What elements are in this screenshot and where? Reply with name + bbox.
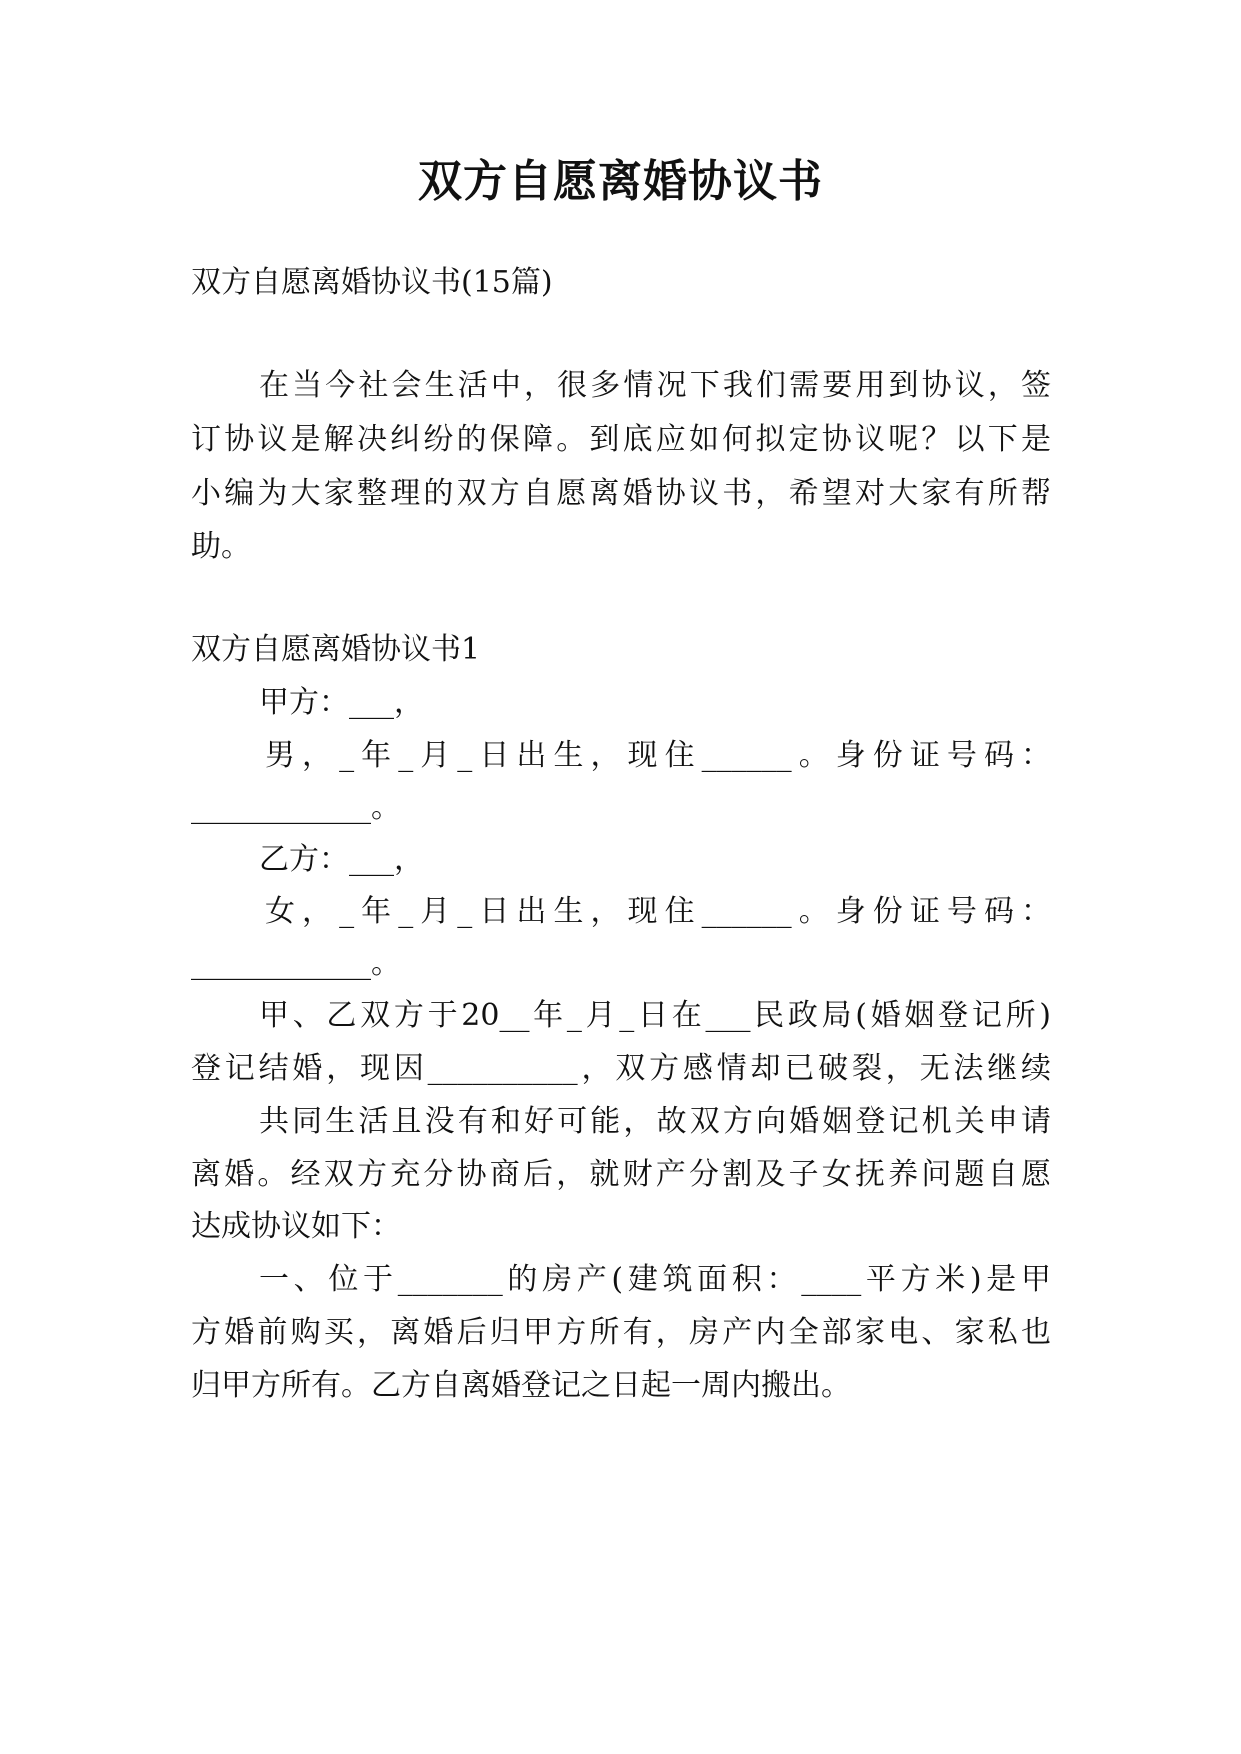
marriage-line: 共同生活且没有和好可能，故双方向婚姻登记机关申请 — [259, 1104, 1051, 1139]
party-b-detail-cont: ____________。 — [191, 946, 401, 981]
party-a-detail: 男，_年_月_日出生，现住______。身份证号码： — [265, 738, 1051, 773]
intro-line: 小编为大家整理的双方自愿离婚协议书，希望对大家有所帮 — [191, 476, 1051, 511]
document-title: 双方自愿离婚协议书 — [418, 156, 823, 207]
clause-1-line: 一、位于_______的房产(建筑面积：____平方米)是甲 — [259, 1262, 1051, 1297]
intro-line: 订协议是解决纠纷的保障。到底应如何拟定协议呢？以下是 — [191, 422, 1051, 457]
marriage-line: 达成协议如下： — [191, 1209, 401, 1244]
marriage-line: 登记结婚，现因__________，双方感情却已破裂，无法继续 — [191, 1051, 1051, 1086]
party-a-detail-cont: ____________。 — [191, 790, 401, 825]
marriage-line: 离婚。经双方充分协商后，就财产分割及子女抚养问题自愿 — [191, 1157, 1051, 1192]
marriage-line: 甲、乙双方于20__年_月_日在___民政局(婚姻登记所) — [259, 998, 1051, 1033]
party-b-detail: 女，_年_月_日出生，现住______。身份证号码： — [265, 894, 1051, 929]
intro-line: 助。 — [191, 529, 251, 564]
section-heading: 双方自愿离婚协议书1 — [191, 632, 481, 667]
document-subtitle: 双方自愿离婚协议书(15篇) — [191, 265, 553, 300]
party-a-label: 甲方：___， — [259, 685, 424, 720]
intro-line: 在当今社会生活中，很多情况下我们需要用到协议，签 — [259, 368, 1051, 403]
clause-1-line: 方婚前购买，离婚后归甲方所有，房产内全部家电、家私也 — [191, 1315, 1051, 1350]
clause-1-line: 归甲方所有。乙方自离婚登记之日起一周内搬出。 — [191, 1368, 851, 1403]
party-b-label: 乙方：___， — [259, 842, 424, 877]
